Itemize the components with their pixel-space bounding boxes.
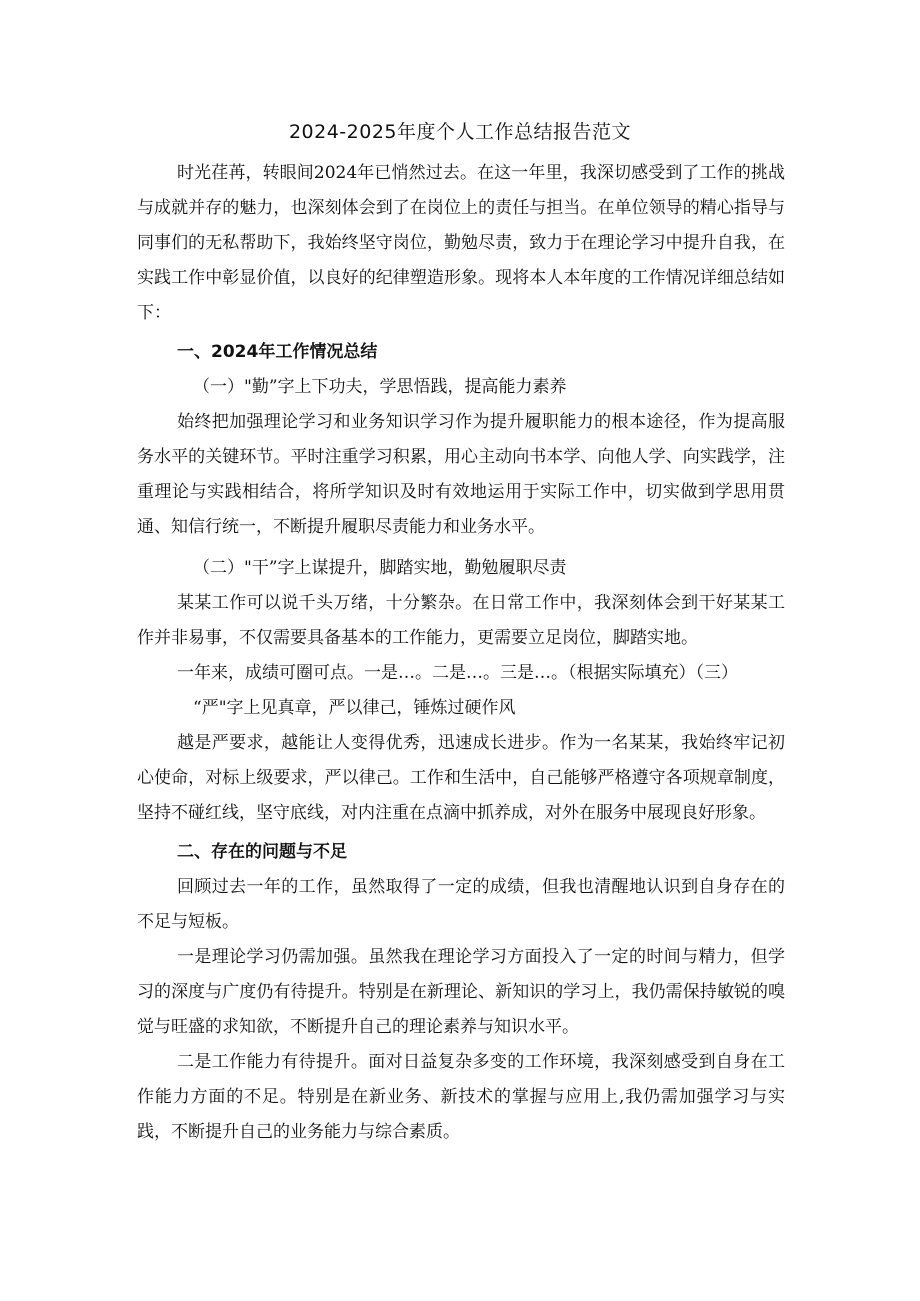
subsection-2-body: 某某工作可以说千头万绪，十分繁杂。在日常工作中，我深刻体会到干好某某工作并非易事，不仅需要具备基本的工作能力，更需要立足岗位，脚踏实地。	[137, 593, 785, 648]
intro-paragraph: 时光荏苒，转眼间2024年已悄然过去。在这一年里，我深切感受到了工作的挑战与成就并存的魅力，也深刻体会到了在岗位上的责任与担当。在单位领导的精心指导与同事们的无私帮助下，我始终坚守岗位，勤勉尽责，致力于在理论学习中提升自我，在实践工作中彰显价值，以良好的纪律塑造形象。现将本人本年度的工作情况详细总结如下：	[137, 163, 785, 323]
section-2-intro: 回顾过去一年的工作，虽然取得了一定的成绩，但我也清醒地认识到自身存在的不足与短板。	[137, 877, 785, 932]
subsection-3-body: 越是严要求，越能让人变得优秀，迅速成长进步。作为一名某某，我始终牢记初心使命，对标上级要求，严以律己。工作和生活中，自己能够严格遵守各项规章制度，坚持不碰红线，坚守底线，对内注重在点滴中抓养成，对外在服务中展现良好形象。	[137, 733, 785, 823]
subsection-1-heading: （一）"勤”字上下功夫，学思悟践，提高能力素养	[193, 377, 567, 397]
subsection-3-heading: “严"字上见真章，严以律己，锤炼过硬作风	[193, 698, 516, 718]
subsection-2-heading: （二）"干”字上谋提升，脚踏实地，勤勉履职尽责	[193, 558, 567, 578]
document-body	[137, 156, 785, 1150]
subsection-1-body: 始终把加强理论学习和业务知识学习作为提升履职能力的根本途径，作为提高服务水平的关键环节。平时注重学习积累，用心主动向书本学、向他人学、向实践学，注重理论与实践相结合，将所学知识及时有效地运用于实际工作中，切实做到学思用贯通、知信行统一，不断提升履职尽责能力和业务水平。	[137, 412, 785, 537]
problem-item-1: 一是理论学习仍需加强。虽然我在理论学习方面投入了一定的时间与精力，但学习的深度与广度仍有待提升。特别是在新理论、新知识的学习上，我仍需保持敏锐的嗅觉与旺盛的求知欲，不断提升自己的理论素养与知识水平。	[137, 947, 785, 1037]
document-title: 2024-2025年度个人工作总结报告范文	[288, 121, 632, 143]
section-1-heading: 一、2024年工作情况总结	[177, 342, 378, 362]
subsection-2-results-line: 一年来，成绩可圈可点。一是…。二是…。三是…。（根据实际填充）（三）	[177, 663, 738, 683]
problem-item-2: 二是工作能力有待提升。面对日益复杂多变的工作环境，我深刻感受到自身在工作能力方面的不足。特别是在新业务、新技术的掌握与应用上,我仍需加强学习与实践，不断提升自己的业务能力与综合素质。	[137, 1052, 785, 1142]
section-2-heading: 二、存在的问题与不足	[177, 842, 347, 862]
